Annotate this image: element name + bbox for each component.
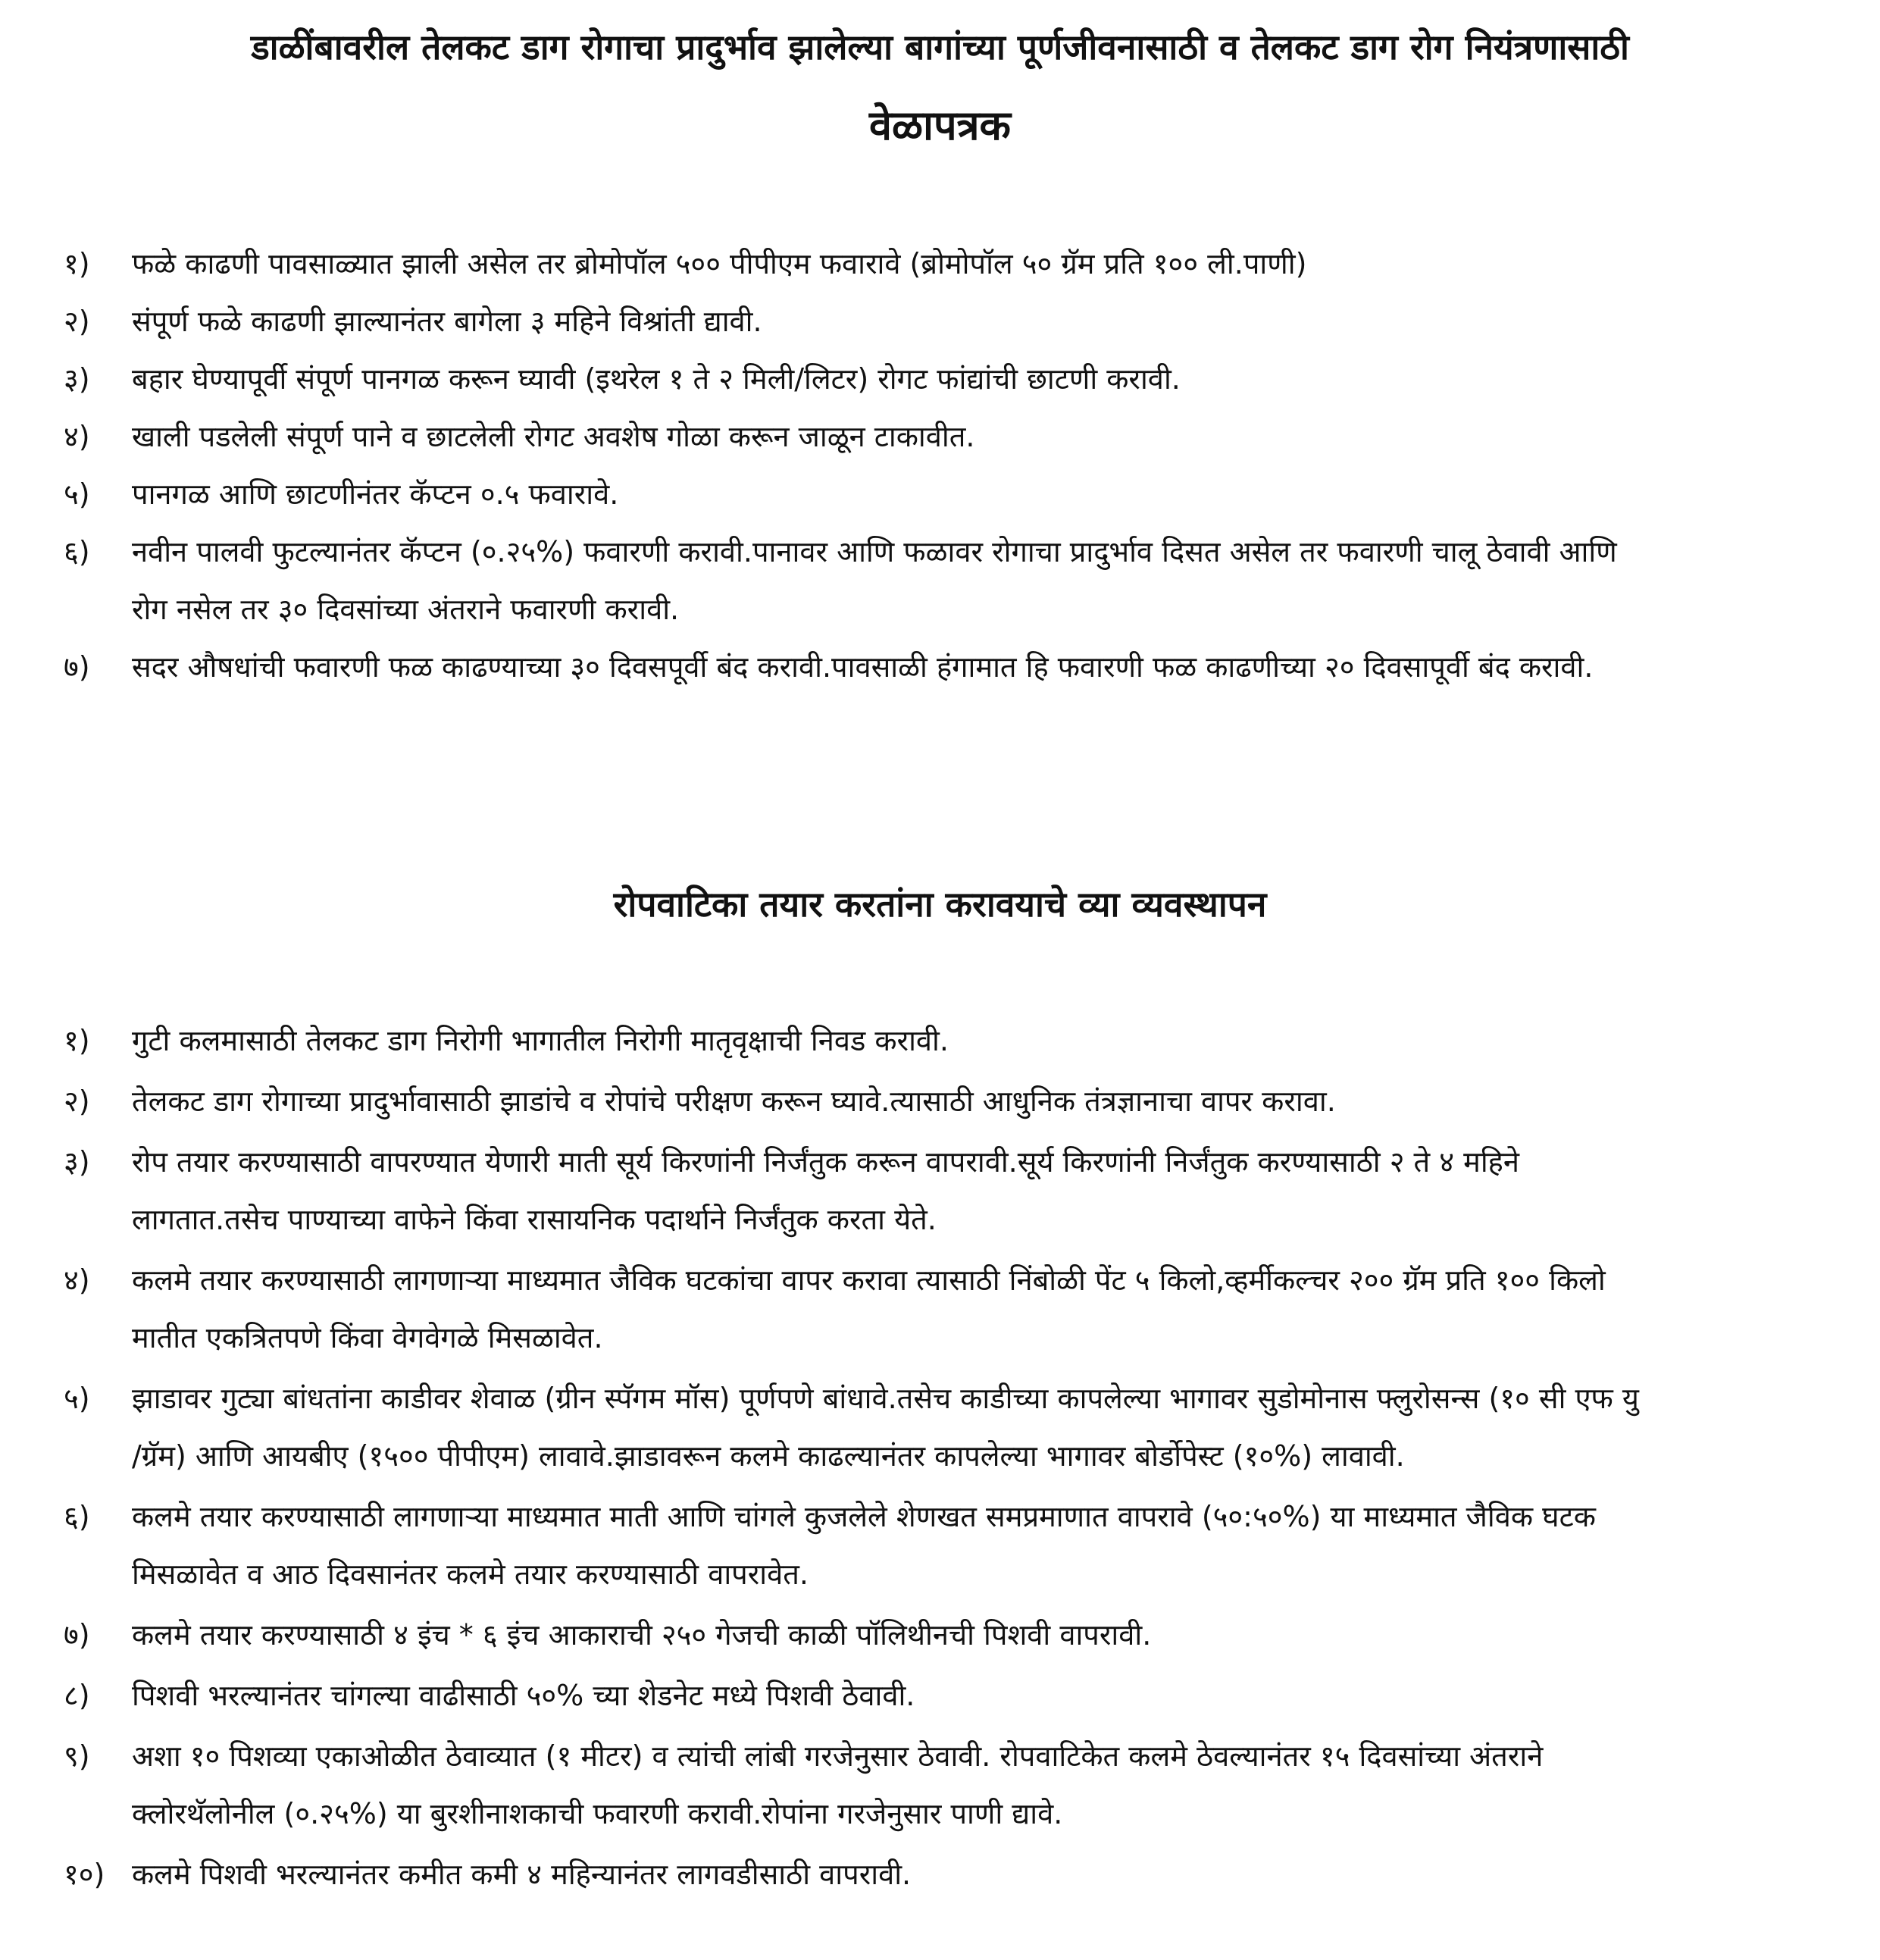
item-text: रोप तयार करण्यासाठी वापरण्यात येणारी माती सूर्य किरणांनी निर्जंतुक करून वापरावी.सूर्य किरणांनी निर्जंतुक करण्यासाठी २ ते ४ महिने लागतात.तसेच पाण्याच्या वाफेने किंवा रासायनिक पदार्थाने निर्जंतुक करता येते.: [132, 1145, 1519, 1236]
item-number: १): [64, 247, 90, 280]
list-item: [0, 350, 1880, 408]
list-item: [0, 1667, 1880, 1724]
list-item: [0, 1133, 1880, 1248]
item-text: गुटी कलमासाठी तेलकट डाग निरोगी भागातील निरोगी मातृवृक्षाची निवड करावी.: [132, 1024, 949, 1057]
item-number: ५): [64, 1382, 90, 1415]
item-text: पानगळ आणि छाटणीनंतर कॅप्टन ०.५ फवारावे.: [132, 477, 619, 511]
item-text: फळे काढणी पावसाळ्यात झाली असेल तर ब्रोमोपॉल ५०० पीपीएम फवारावे (ब्रोमोपॉल ५० ग्रॅम प्रति १०० ली.पाणी): [132, 247, 1307, 280]
list-item: [0, 1370, 1880, 1485]
list-item: [0, 235, 1880, 293]
item-number: ८): [64, 1679, 90, 1712]
item-text: संपूर्ण फळे काढणी झाल्यानंतर बागेला ३ महिने विश्रांती द्यावी.: [132, 305, 762, 338]
item-text: कलमे पिशवी भरल्यानंतर कमीत कमी ४ महिन्यानंतर लागवडीसाठी वापरावी.: [132, 1858, 912, 1891]
item-number: ६): [64, 1500, 90, 1533]
list-item: [0, 1727, 1880, 1843]
item-text: सदर औषधांची फवारणी फळ काढण्याच्या ३० दिवसपूर्वी बंद करावी.पावसाळी हंगामात हि फवारणी फळ काढणीच्या २० दिवसापूर्वी बंद करावी.: [132, 650, 1594, 684]
item-text: बहार घेण्यापूर्वी संपूर्ण पानगळ करून घ्यावी (इथरेल १ ते २ मिली/लिटर) रोगट फांद्यांची छाटणी करावी.: [132, 362, 1181, 396]
item-text: पिशवी भरल्यानंतर चांगल्या वाढीसाठी ५०% च्या शेडनेट मध्ये पिशवी ठेवावी.: [132, 1679, 915, 1712]
list-item: [0, 465, 1880, 523]
item-number: ७): [64, 650, 90, 684]
item-number: ९): [64, 1739, 90, 1773]
list-item: [0, 638, 1880, 696]
item-text: झाडावर गुट्या बांधतांना काडीवर शेवाळ (ग्रीन स्पॅगम मॉस) पूर्णपणे बांधावे.तसेच काडीच्या कापलेल्या भागावर सुडोमोनास फ्लुरोसन्स (१० सी एफ यु /ग्रॅम) आणि आयबीए (१५०० पीपीएम) लावावे.झाडावरून कलमे काढल्यानंतर कापलेल्या भागावर बोर्डोपेस्ट (१०%) लावावी.: [132, 1382, 1639, 1473]
item-text: कलमे तयार करण्यासाठी ४ इंच * ६ इंच आकाराची २५० गेजची काळी पॉलिथीनची पिशवी वापरावी.: [132, 1618, 1152, 1652]
document-title: डाळींबावरील तेलकट डाग रोगाचा प्रादुर्भाव झालेल्या बागांच्या पूर्णजीवनासाठी व तेलकट डाग रोग नियंत्रणासाठी: [251, 27, 1629, 67]
item-number: १०): [64, 1858, 105, 1891]
item-number: ७): [64, 1618, 90, 1652]
item-number: ३): [64, 362, 90, 396]
list-item: [0, 1251, 1880, 1367]
item-number: ३): [64, 1145, 90, 1179]
item-text: नवीन पालवी फुटल्यानंतर कॅप्टन (०.२५%) फवारणी करावी.पानावर आणि फळावर रोगाचा प्रादुर्भाव दिसत असेल तर फवारणी चालू ठेवावी आणि रोग नसेल तर ३० दिवसांच्या अंतराने फवारणी करावी.: [132, 535, 1617, 626]
item-text: कलमे तयार करण्यासाठी लागणाऱ्या माध्यमात जैविक घटकांचा वापर करावा त्यासाठी निंबोळी पेंट ५ किलो,व्हर्मीकल्चर २०० ग्रॅम प्रति १०० किलो मातीत एकत्रितपणे किंवा वेगवेगळे मिसळावेत.: [132, 1263, 1606, 1354]
list-item: [0, 293, 1880, 350]
item-number: ४): [64, 420, 90, 453]
item-text: तेलकट डाग रोगाच्या प्रादुर्भावासाठी झाडांचे व रोपांचे परीक्षण करून घ्यावे.त्यासाठी आधुनिक तंत्रज्ञानाचा वापर करावा.: [132, 1085, 1336, 1118]
nursery-list: [0, 1012, 1880, 1906]
nursery-section-title: रोपवाटिका तयार करतांना करावयाचे व्या व्यवस्थापन: [613, 884, 1267, 925]
item-number: ४): [64, 1263, 90, 1297]
list-item: [0, 1012, 1880, 1069]
item-number: ६): [64, 535, 90, 568]
list-item: [0, 523, 1880, 638]
item-number: १): [64, 1024, 90, 1057]
list-item: [0, 1072, 1880, 1130]
item-text: कलमे तयार करण्यासाठी लागणाऱ्या माध्यमात माती आणि चांगले कुजलेले शेणखत समप्रमाणात वापरावे (५०:५०%) या माध्यमात जैविक घटक मिसळावेत व आठ दिवसानंतर कलमे तयार करण्यासाठी वापरावेत.: [132, 1500, 1596, 1591]
item-number: ५): [64, 477, 90, 511]
schedule-list: [0, 235, 1880, 696]
item-number: २): [64, 305, 90, 338]
item-number: २): [64, 1085, 90, 1118]
list-item: [0, 1606, 1880, 1664]
document-subtitle: वेळापत्रक: [868, 102, 1011, 149]
list-item: [0, 1488, 1880, 1603]
list-item: [0, 408, 1880, 465]
item-text: खाली पडलेली संपूर्ण पाने व छाटलेली रोगट अवशेष गोळा करून जाळून टाकावीत.: [132, 420, 975, 453]
list-item: [0, 1846, 1880, 1903]
item-text: अशा १० पिशव्या एकाओळीत ठेवाव्यात (१ मीटर) व त्यांची लांबी गरजेनुसार ठेवावी. रोपवाटिकेत कलमे ठेवल्यानंतर १५ दिवसांच्या अंतराने क्लोरथॅलोनील (०.२५%) या बुरशीनाशकाची फवारणी करावी.रोपांना गरजेनुसार पाणी द्यावे.: [132, 1739, 1544, 1830]
